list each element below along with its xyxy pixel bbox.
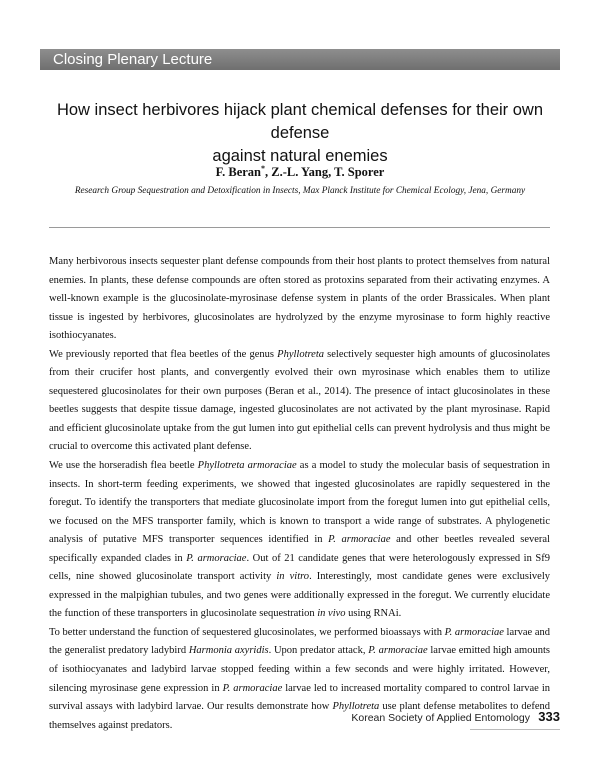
- page-number: 333: [538, 709, 560, 724]
- footer-divider: [470, 729, 560, 730]
- title-line-2: against natural enemies: [212, 147, 388, 165]
- affiliation: Research Group Sequestration and Detoxification in Insects, Max Planck Institute for Chemical Ecology, Jena, Germany: [74, 186, 526, 196]
- header-divider: [49, 227, 550, 228]
- section-banner: [40, 49, 560, 70]
- corresponding-mark: *: [261, 164, 265, 173]
- author-1: F. Beran: [215, 165, 261, 180]
- society-name: Korean Society of Applied Entomology: [351, 712, 530, 724]
- paragraph-2: We previously reported that flea beetles of the genus Phyllotreta selectively sequester high amounts of glucosinolates from their crucifer host plants, and convergently evolved their own myrosinase which enables them to utilize sequestered glucosinolates for their own purposes (Beran et al., 2014). The presence of intact glucosinolates in these beetles suggests that despite tissue damage, ingested glucosinolates are not activated by the plant myrosinase. Rapid and efficient glucosinolate uptake from the gut lumen into gut epithelial cells can prevent hydrolysis and thus might be crucial to overcome this activated plant defense.: [49, 348, 550, 453]
- paper-title: [40, 99, 560, 168]
- section-label: Closing Plenary Lecture: [53, 51, 213, 68]
- title-line-1: How insect herbivores hijack plant chemical defenses for their own defense: [56, 101, 544, 142]
- paragraph-1: Many herbivorous insects sequester plant defense compounds from their host plants to protect themselves from natural enemies. In plants, these defense compounds are often stored as protoxins separated from their activating enzymes. A well-known example is the glucosinolate-myrosinase defense system in plants of the order Brassicales. When plant tissue is ingested by herbivores, glucosinolates are hydrolyzed by the enzyme myrosinase to form highly reactive isothiocyanates.: [49, 256, 550, 342]
- paragraph-3: We use the horseradish flea beetle Phyllotreta armoraciae as a model to study the molecular basis of sequestration in insects. In short-term feeding experiments, we showed that ingested glucosinolates are rapidly sequestered in the foregut. To identify the transporters that mediate glucosinolate import from the foregut lumen into gut epithelial cells, we focused on the MFS transporter family, which is known to transport a wide range of substrates. A phylogenetic analysis of putative MFS transporter sequences identified in P. armoraciae and other beetles revealed several specifically expanded clades in P. armoraciae. Out of 21 candidate genes that were heterologously expressed in Sf9 cells, nine showed glucosinolate transport activity in vitro. Interestingly, most candidate genes were exclusively expressed in the malpighian tubules, and two genes were additionally expressed in the foregut. We currently elucidate the function of these transporters in glucosinolate sequestration in vivo using RNAi.: [49, 460, 550, 620]
- other-authors: , Z.-L. Yang, T. Sporer: [265, 165, 385, 180]
- paragraph-4: To better understand the function of sequestered glucosinolates, we performed bioassays with P. armoraciae larvae and the generalist predatory ladybird Harmonia axyridis. Upon predator attack, P. armoraciae larvae emitted high amounts of isothiocyanates and ladybird larvae stopped feeding within a few seconds and were highly irritated. However, silencing myrosinase gene expression in P. armoraciae larvae led to increased mortality compared to control larvae in survival assays with ladybird larvae. Our results demonstrate how Phyllotreta use plant defense metabolites to defend themselves against predators.: [49, 626, 550, 731]
- author-list: [40, 161, 560, 180]
- abstract-body: [49, 253, 550, 735]
